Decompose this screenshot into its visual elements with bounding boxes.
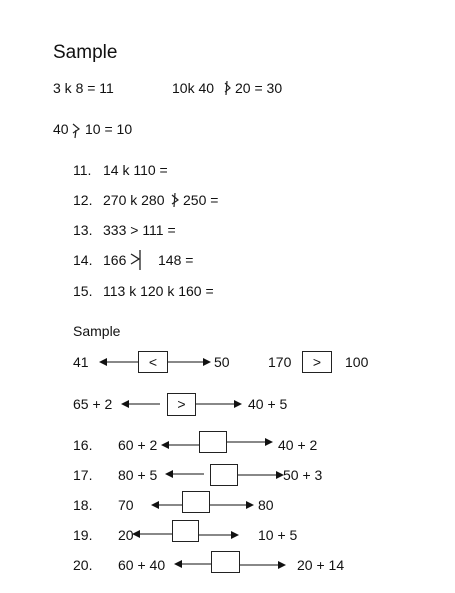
answer-box[interactable] bbox=[199, 431, 227, 453]
problem-left-value: 20 bbox=[118, 527, 134, 543]
problem-number: 17. bbox=[73, 467, 93, 483]
problem-right-value: 20 + 14 bbox=[297, 557, 345, 573]
sample-right-value: 40 + 5 bbox=[248, 396, 288, 412]
problem-right-value: 50 + 3 bbox=[283, 467, 323, 483]
problem-right-value: 40 + 2 bbox=[278, 437, 318, 453]
problem-left-value: 70 bbox=[118, 497, 134, 513]
problem-left-value: 80 + 5 bbox=[118, 467, 158, 483]
problem-number: 18. bbox=[73, 497, 93, 513]
answer-box bbox=[302, 351, 332, 373]
problem-expression: 333 > 111 = bbox=[103, 222, 176, 238]
sample-title-1: Sample bbox=[53, 42, 118, 63]
problem-number: 15. bbox=[73, 283, 93, 299]
sample-left-value: 65 + 2 bbox=[73, 396, 113, 412]
problem-number: 14. bbox=[73, 252, 93, 268]
problem-number: 12. bbox=[73, 192, 93, 208]
answer-box[interactable] bbox=[182, 491, 210, 513]
problem-left-value: 60 + 40 bbox=[118, 557, 166, 573]
sample-title-2: Sample bbox=[73, 323, 121, 339]
problem-expression-tail: 250 = bbox=[183, 192, 219, 208]
sample-equation-3-right: 10 = 10 bbox=[85, 121, 133, 137]
problem-right-value: 10 + 5 bbox=[258, 527, 298, 543]
answer-box bbox=[167, 393, 196, 416]
sample-right-value: 100 bbox=[345, 354, 369, 370]
comparison-symbol: < bbox=[148, 354, 158, 370]
problem-left-value: 60 + 2 bbox=[118, 437, 158, 453]
answer-box[interactable] bbox=[210, 464, 238, 486]
problem-number: 13. bbox=[73, 222, 93, 238]
sample-equation-2-right: 20 = 30 bbox=[235, 80, 283, 96]
problem-expression: 113 k 120 k 160 = bbox=[103, 283, 214, 299]
sample-equation-3-left: 40 bbox=[53, 121, 69, 137]
comparison-symbol: > bbox=[312, 354, 322, 370]
sample-left-value: 41 bbox=[73, 354, 89, 370]
answer-box[interactable] bbox=[172, 520, 199, 542]
problem-number: 11. bbox=[73, 162, 92, 178]
problem-number: 19. bbox=[73, 527, 93, 543]
sample-equation-1: 3 k 8 = 11 bbox=[53, 80, 114, 96]
answer-box bbox=[138, 351, 168, 373]
sample-right-value: 50 bbox=[214, 354, 230, 370]
sample-left-value: 170 bbox=[268, 354, 292, 370]
problem-expression: 14 k 110 = bbox=[103, 162, 168, 178]
comparison-symbol: > bbox=[177, 396, 186, 412]
problem-number: 20. bbox=[73, 557, 93, 573]
problem-right-value: 80 bbox=[258, 497, 274, 513]
problem-expression: 270 k 280 bbox=[103, 192, 165, 208]
problem-expression: 166 bbox=[103, 252, 127, 268]
answer-box[interactable] bbox=[211, 551, 240, 573]
problem-expression-tail: 148 = bbox=[158, 252, 194, 268]
sample-equation-2-left: 10k 40 bbox=[172, 80, 215, 96]
problem-number: 16. bbox=[73, 437, 93, 453]
